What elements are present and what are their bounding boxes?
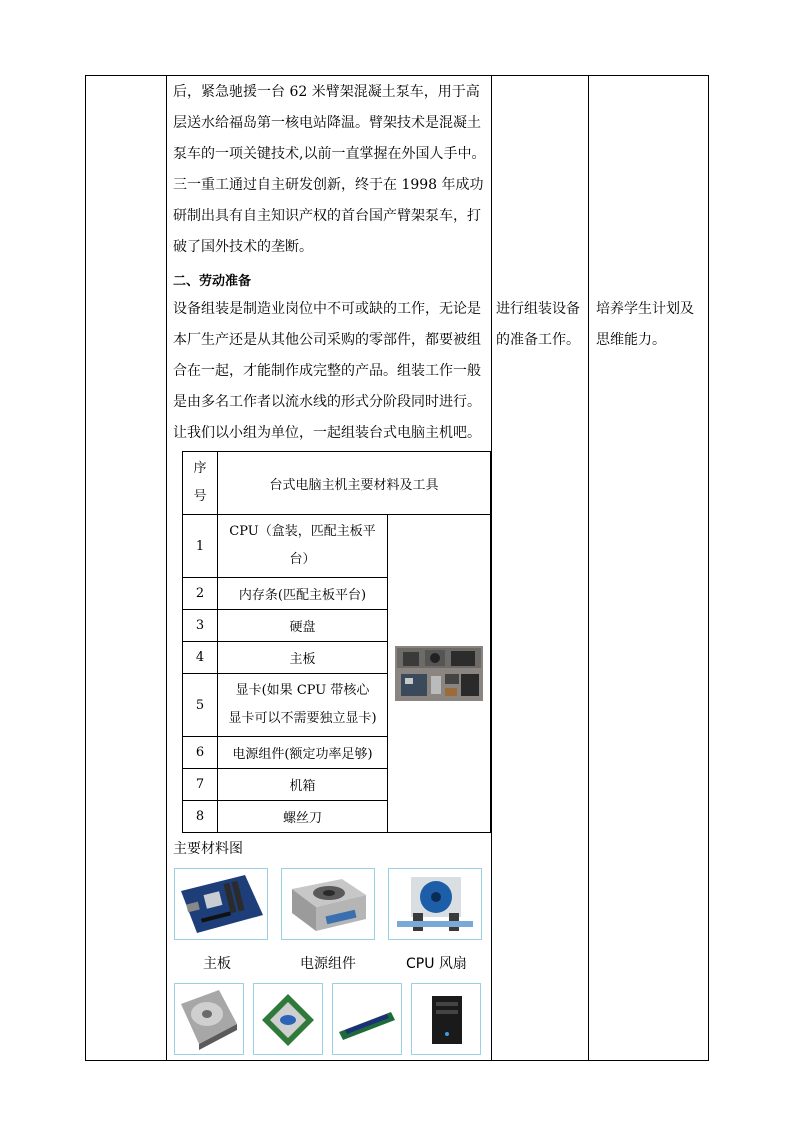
- row-item-line: 显卡可以不需要独立显卡): [228, 711, 377, 726]
- cpu-image: [253, 983, 323, 1055]
- cpu-fan-icon: [389, 869, 481, 939]
- teacher-activity-line: 的准备工作。: [496, 332, 580, 348]
- materials-table: [182, 451, 491, 833]
- row-item: 内存条(匹配主板平台): [218, 578, 388, 610]
- grid-col-line-4: [708, 75, 709, 1061]
- teacher-activity: [496, 294, 580, 356]
- story-line: 泵车的一项关键技术,以前一直掌握在外国人手中。: [173, 146, 486, 162]
- teacher-activity-line: 进行组装设备: [496, 301, 580, 317]
- section-heading: 二、劳动准备: [173, 274, 252, 289]
- design-intent-line: 培养学生计划及: [596, 301, 694, 317]
- story-line: 三一重工通过自主研发创新，终于在 1998 年成功: [173, 177, 484, 193]
- memory-image: [332, 983, 402, 1055]
- power-supply-image: [281, 868, 375, 940]
- hard-drive-image: [174, 983, 244, 1055]
- motherboard-caption: 主板: [203, 956, 231, 972]
- row-item-line: CPU（盒装，匹配主板平: [229, 524, 376, 539]
- section-line: 合在一起，才能制作成完整的产品。组装工作一般: [173, 363, 481, 379]
- row-no: 8: [183, 801, 218, 833]
- grid-col-line-0: [85, 75, 86, 1061]
- cpu-icon: [254, 984, 322, 1054]
- power-supply-caption: 电源组件: [300, 956, 356, 972]
- table-header-row: [183, 452, 491, 515]
- design-intent-line: 思维能力。: [596, 332, 666, 348]
- header-no-cell: [183, 452, 218, 515]
- row-no: 7: [183, 769, 218, 801]
- section-paragraph: [173, 294, 487, 449]
- row-item: [218, 515, 388, 578]
- section-line: 让我们以小组为单位，一起组装台式电脑主机吧。: [173, 425, 481, 441]
- story-line: 层送水给福岛第一核电站降温。臂架技术是混凝土: [173, 115, 481, 131]
- story-line: 破了国外技术的垄断。: [173, 239, 313, 255]
- row-item: 螺丝刀: [218, 801, 388, 833]
- grid-bottom-line: [85, 1060, 709, 1061]
- row-no: 4: [183, 642, 218, 674]
- grid-col-line-3: [588, 75, 589, 1061]
- row-item: 主板: [218, 642, 388, 674]
- grid-col-line-1: [166, 75, 167, 1061]
- row-no: 5: [183, 674, 218, 737]
- header-title-cell: 台式电脑主机主要材料及工具: [218, 452, 491, 515]
- row-no: 3: [183, 610, 218, 642]
- case-image: [411, 983, 481, 1055]
- materials-title: 主要材料图: [173, 841, 243, 857]
- memory-icon: [333, 984, 401, 1054]
- grid-col-line-2: [491, 75, 492, 1061]
- grid-top-line: [85, 75, 709, 76]
- row-item: [218, 674, 388, 737]
- row-no: 1: [183, 515, 218, 578]
- row-no: 2: [183, 578, 218, 610]
- section-line: 设备组装是制造业岗位中不可或缺的工作，无论是: [173, 301, 481, 317]
- row-no: 6: [183, 737, 218, 769]
- header-no-line: 号: [193, 489, 207, 504]
- cpu-fan-image: [388, 868, 482, 940]
- table-row: [183, 515, 491, 578]
- case-icon: [412, 984, 480, 1054]
- motherboard-image: [174, 868, 268, 940]
- story-line: 研制出具有自主知识产权的首台国产臂架泵车，打: [173, 208, 481, 224]
- story-line: 后，紧急驰援一台 62 米臂架混凝土泵车，用于高: [173, 84, 480, 100]
- story-paragraph: [173, 77, 487, 263]
- design-intent: [596, 294, 694, 356]
- components-photo: [395, 646, 483, 701]
- cpu-fan-caption: CPU 风扇: [406, 956, 467, 972]
- row-item: 硬盘: [218, 610, 388, 642]
- section-line: 本厂生产还是从其他公司采购的零部件，都要被组: [173, 332, 481, 348]
- row-item: 电源组件(额定功率足够): [218, 737, 388, 769]
- row-item-line: 显卡(如果 CPU 带核心: [235, 683, 370, 698]
- power-supply-icon: [282, 869, 374, 939]
- components-photo-cell: [388, 515, 491, 833]
- row-item-line: 台）: [289, 552, 316, 567]
- hard-drive-icon: [175, 984, 243, 1054]
- header-no-line: 序: [193, 461, 207, 476]
- row-item: 机箱: [218, 769, 388, 801]
- section-line: 是由多名工作者以流水线的形式分阶段同时进行。: [173, 394, 481, 410]
- motherboard-icon: [175, 869, 267, 939]
